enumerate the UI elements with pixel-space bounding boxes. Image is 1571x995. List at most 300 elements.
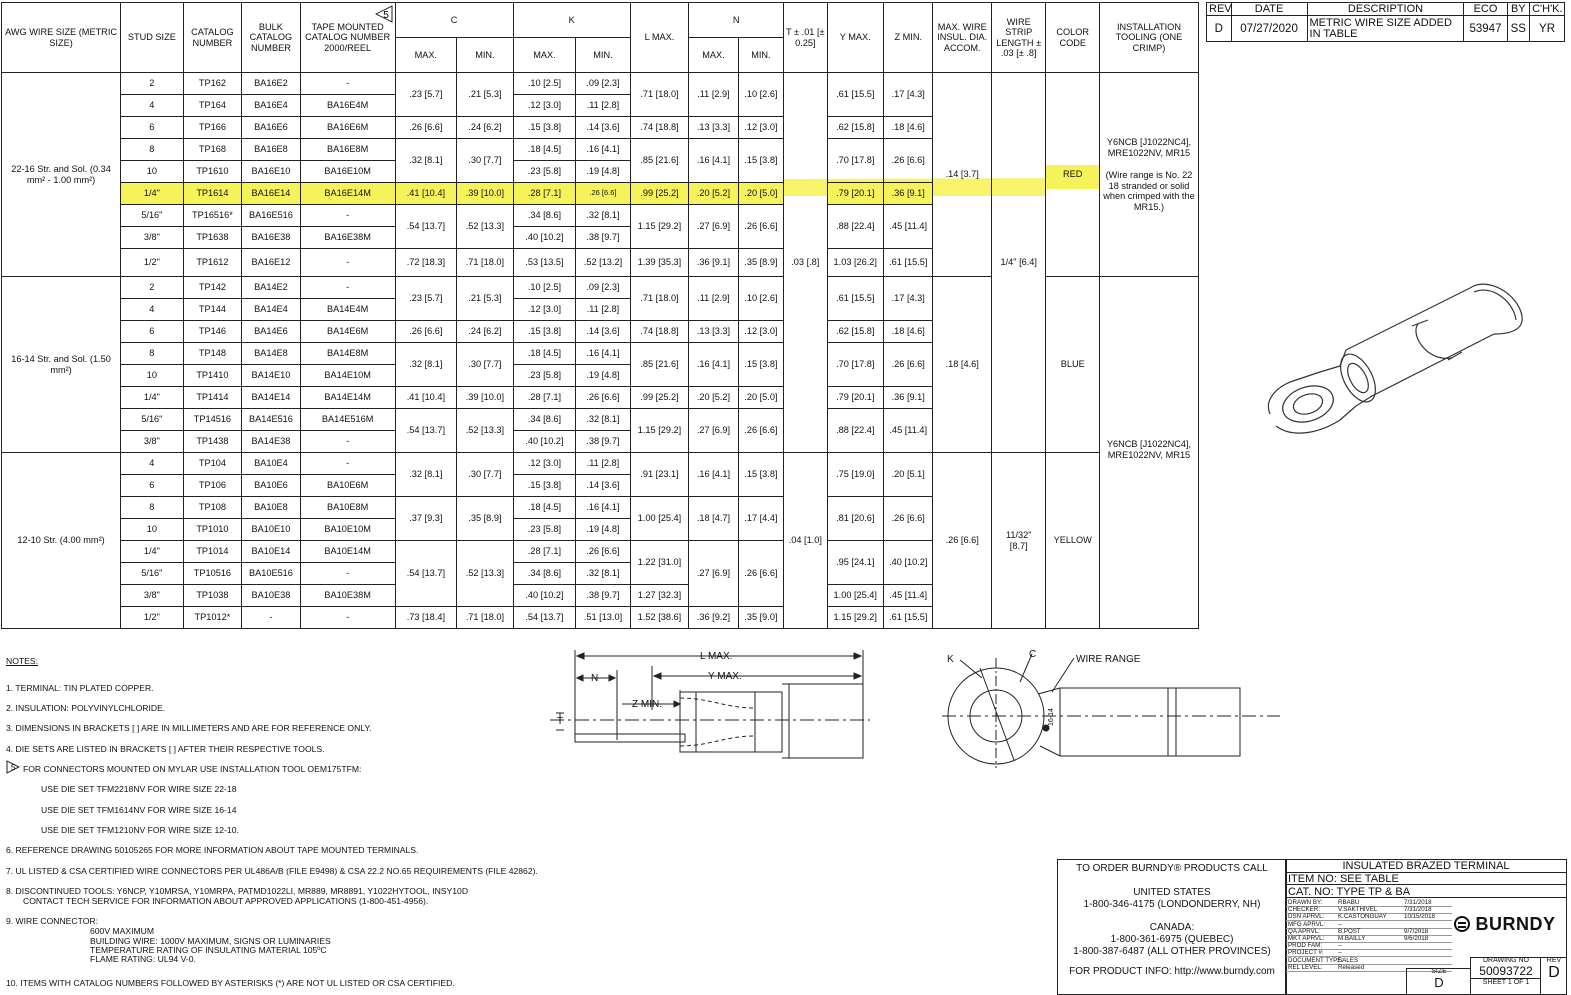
k-max: .18 [4.5]: [513, 139, 576, 161]
approval-name: Released: [1338, 963, 1365, 971]
n-min: .26 [6.6]: [738, 409, 783, 453]
order-title: TO ORDER BURNDY® PRODUCTS CALL: [1076, 863, 1268, 874]
n-min: .20 [5.0]: [738, 183, 783, 205]
z-min: .26 [6.6]: [884, 139, 933, 183]
side-view-drawing: [550, 640, 870, 770]
k-min: .16 [4.1]: [576, 139, 631, 161]
note-item: TEMPERATURE RATING OF INSULATING MATERIAL 105ºC: [90, 945, 327, 955]
stud-size: 3/8": [121, 227, 184, 249]
y-max: .62 [15.8]: [827, 117, 884, 139]
c-min: .30 [7.7]: [457, 343, 514, 387]
drawing-no-label: DRAWING NO: [1482, 957, 1530, 964]
z-min: .61 [15.5]: [884, 607, 933, 629]
c-min: .71 [18.0]: [457, 249, 514, 277]
catalog-number: TP146: [183, 321, 242, 343]
k-max: .34 [8.6]: [513, 205, 576, 227]
z-min: .45 [11.4]: [884, 409, 933, 453]
rev-description: METRIC WIRE SIZE ADDED IN TABLE: [1307, 16, 1464, 42]
bulk-catalog-number: BA14E10: [242, 365, 301, 387]
approval-label: DOCUMENT TYPE:: [1288, 956, 1344, 964]
l-max: .74 [18.8]: [630, 117, 689, 139]
k-min: .38 [9.7]: [576, 585, 631, 607]
l-max: .85 [21.6]: [630, 139, 689, 183]
k-min: .11 [2.8]: [576, 453, 631, 475]
k-min: .19 [4.8]: [576, 365, 631, 387]
tape-catalog-number: BA10E38M: [300, 585, 395, 607]
l-max: 1.00 [25.4]: [630, 497, 689, 541]
c-min: .30 [7.7]: [457, 139, 514, 183]
l-max: 1.52 [38.6]: [630, 607, 689, 629]
c-min: .35 [8.9]: [457, 497, 514, 541]
rev-by: SS: [1507, 16, 1530, 42]
order-canada: CANADA:: [1149, 922, 1195, 933]
l-max: 1.15 [29.2]: [630, 205, 689, 249]
rev-cell: [1540, 957, 1567, 994]
k-min: .16 [4.1]: [576, 343, 631, 365]
y-max: .88 [22.4]: [827, 409, 884, 453]
c-max: .32 [8.1]: [395, 139, 457, 183]
catalog-number: TP1038: [183, 585, 242, 607]
stud-size: 4: [121, 95, 184, 117]
tooling-list: Y6NCB [J1022NC4], MRE1022NV, MR15: [1106, 439, 1192, 460]
tape-catalog-number: -: [300, 73, 395, 95]
insulation-marking: 16-14: [1048, 708, 1055, 726]
rev-checker: YR: [1530, 16, 1565, 42]
order-product-info: FOR PRODUCT INFO: http://www.burndy.com: [1069, 966, 1275, 977]
c-min: .39 [10.0]: [457, 387, 514, 409]
approval-label: PROD FAM:: [1288, 942, 1323, 950]
note-item: BUILDING WIRE: 1000V MAXIMUM, SIGNS OR LUMINARIES: [90, 936, 331, 946]
tape-catalog-number: BA10E10M: [300, 519, 395, 541]
header-k-min: MIN.: [576, 38, 631, 73]
title-block-title: INSULATED BRAZED TERMINAL: [1286, 860, 1566, 873]
approval-name: RBABU: [1338, 899, 1360, 906]
k-max: .18 [4.5]: [513, 343, 576, 365]
catalog-number: TP1610: [183, 161, 242, 183]
header-bulk: BULK CATALOG NUMBER: [242, 3, 301, 73]
bulk-catalog-number: BA10E4: [242, 453, 301, 475]
k-max: .12 [3.0]: [513, 453, 576, 475]
dim-k: K: [947, 654, 954, 665]
bulk-catalog-number: BA16E12: [242, 249, 301, 277]
revision-block: [1206, 2, 1565, 42]
color-code-red: RED: [1046, 73, 1099, 277]
stud-size: 3/8": [121, 585, 184, 607]
y-max: .70 [17.8]: [827, 343, 884, 387]
l-max: 1.22 [31.0]: [630, 541, 689, 585]
catalog-number: TP148: [183, 343, 242, 365]
c-max: .32 [8.1]: [395, 453, 457, 497]
catalog-number: TP1012*: [183, 607, 242, 629]
n-min: .17 [4.4]: [738, 497, 783, 541]
c-max: .41 [10.4]: [395, 183, 457, 205]
stud-size: 8: [121, 343, 184, 365]
y-max: .62 [15.8]: [827, 321, 884, 343]
k-min: .38 [9.7]: [576, 227, 631, 249]
k-max: .28 [7.1]: [513, 183, 576, 205]
header-t: T ± .01 [± 0.25]: [784, 3, 827, 73]
tape-catalog-number: BA14E516M: [300, 409, 395, 431]
c-max: .26 [6.6]: [395, 321, 457, 343]
note-item: 10. ITEMS WITH CATALOG NUMBERS FOLLOWED BY ASTERISKS (*) ARE NOT UL LISTED OR CSA CERTIFIED.: [6, 978, 455, 988]
header-l: L MAX.: [630, 3, 689, 73]
k-max: .34 [8.6]: [513, 563, 576, 585]
header-k: K: [513, 3, 630, 38]
y-max: .61 [15.5]: [827, 277, 884, 321]
rev-header-check: C'H'K.: [1530, 3, 1565, 16]
header-y: Y MAX.: [827, 3, 884, 73]
bulk-catalog-number: BA16E4: [242, 95, 301, 117]
tape-catalog-number: BA10E14M: [300, 541, 395, 563]
max-insulation: .26 [6.6]: [933, 453, 992, 629]
order-ca-phone-1: 1-800-361-6975 (QUEBEC): [1110, 934, 1234, 945]
k-min: .52 [13.2]: [576, 249, 631, 277]
t-value: .04 [1.0]: [784, 453, 827, 629]
approval-name: SALES: [1338, 956, 1358, 964]
n-min: .10 [2.6]: [738, 277, 783, 321]
header-tape: [300, 3, 395, 73]
catalog-number: TP106: [183, 475, 242, 497]
approval-date: 10/15/2018: [1404, 913, 1435, 921]
bulk-catalog-number: BA10E516: [242, 563, 301, 585]
note-item: 600V MAXIMUM: [90, 926, 154, 936]
k-max: .10 [2.5]: [513, 277, 576, 299]
bulk-catalog-number: BA16E10: [242, 161, 301, 183]
stud-size: 10: [121, 365, 184, 387]
k-max: .34 [8.6]: [513, 409, 576, 431]
terminal-isometric-illustration: [1262, 268, 1528, 444]
c-max: .73 [18.4]: [395, 607, 457, 629]
stud-size: 1/2": [121, 249, 184, 277]
k-max: .23 [5.8]: [513, 365, 576, 387]
tape-catalog-number: -: [300, 607, 395, 629]
catalog-number: TP168: [183, 139, 242, 161]
k-max: .40 [10.2]: [513, 585, 576, 607]
k-min: .19 [4.8]: [576, 519, 631, 541]
dim-wire-range: WIRE RANGE: [1076, 654, 1141, 665]
header-z: Z MIN.: [884, 3, 933, 73]
tape-catalog-number: BA10E8M: [300, 497, 395, 519]
tape-catalog-number: BA16E38M: [300, 227, 395, 249]
header-c-max: MAX.: [395, 38, 457, 73]
y-max: .79 [20.1]: [827, 387, 884, 409]
tape-catalog-number: -: [300, 431, 395, 453]
n-min: .12 [3.0]: [738, 117, 783, 139]
c-min: .24 [6.2]: [457, 321, 514, 343]
l-max: .71 [18.0]: [630, 277, 689, 321]
k-min: .38 [9.7]: [576, 431, 631, 453]
header-insul: MAX. WIRE INSUL. DIA. ACCOM.: [933, 3, 992, 73]
bulk-catalog-number: BA16E6: [242, 117, 301, 139]
header-k-max: MAX.: [513, 38, 576, 73]
note-item: 2. INSULATION: POLYVINYLCHLORIDE.: [6, 703, 166, 713]
n-min: .26 [6.6]: [738, 205, 783, 249]
stud-size: 10: [121, 161, 184, 183]
stud-size: 1/4": [121, 541, 184, 563]
drawing-no-cell: [1470, 957, 1541, 994]
stud-size: 3/8": [121, 431, 184, 453]
z-min: .26 [6.6]: [884, 343, 933, 387]
note-5-flag-number: 5: [11, 763, 16, 772]
k-max: .40 [10.2]: [513, 227, 576, 249]
l-max: .99 [25.2]: [630, 183, 689, 205]
catalog-number: TP108: [183, 497, 242, 519]
l-max: .71 [18.0]: [630, 73, 689, 117]
k-max: .23 [5.8]: [513, 519, 576, 541]
k-max: .18 [4.5]: [513, 497, 576, 519]
n-max: .20 [5.2]: [689, 387, 738, 409]
approval-name: K.CASTONGUAY: [1338, 913, 1387, 921]
order-ca-phone-2: 1-800-387-6487 (ALL OTHER PROVINCES): [1073, 946, 1271, 957]
stud-size: 5/16": [121, 409, 184, 431]
c-max: .23 [5.7]: [395, 277, 457, 321]
rev-header-rev: REV: [1207, 3, 1232, 16]
rev-header-by: BY: [1507, 3, 1530, 16]
stud-size: 6: [121, 321, 184, 343]
tape-catalog-number: -: [300, 453, 395, 475]
t-value: .03 [.8]: [784, 73, 827, 453]
l-max: .85 [21.6]: [630, 343, 689, 387]
n-max: .18 [4.7]: [689, 497, 738, 541]
note-item: USE DIE SET TFM2218NV FOR WIRE SIZE 22-18: [41, 784, 237, 794]
rev-header-eco: ECO: [1464, 3, 1507, 16]
note-5-flag-icon: [6, 760, 20, 774]
tooling-16-10: [1099, 277, 1198, 629]
y-max: 1.00 [25.4]: [827, 585, 884, 607]
color-code-blue: BLUE: [1046, 277, 1099, 453]
c-max: .26 [6.6]: [395, 117, 457, 139]
n-max: .16 [4.1]: [689, 139, 738, 183]
k-max: .53 [13.5]: [513, 249, 576, 277]
note-item: USE DIE SET TFM1210NV FOR WIRE SIZE 12-10.: [41, 825, 239, 835]
notes-heading: NOTES:: [6, 656, 38, 666]
bulk-catalog-number: BA14E516: [242, 409, 301, 431]
bulk-catalog-number: BA14E14: [242, 387, 301, 409]
k-max: .15 [3.8]: [513, 475, 576, 497]
bulk-catalog-number: BA16E2: [242, 73, 301, 95]
catalog-number: TP166: [183, 117, 242, 139]
note-item: 6. REFERENCE DRAWING 50105265 FOR MORE INFORMATION ABOUT TAPE MOUNTED TERMINALS.: [6, 845, 419, 855]
bulk-catalog-number: -: [242, 607, 301, 629]
c-min: .30 [7.7]: [457, 453, 514, 497]
catalog-number: TP10516: [183, 563, 242, 585]
rev-date: 07/27/2020: [1231, 16, 1307, 42]
bulk-catalog-number: BA10E14: [242, 541, 301, 563]
stud-size: 2: [121, 277, 184, 299]
l-max: .91 [23.1]: [630, 453, 689, 497]
n-max: .13 [3.3]: [689, 321, 738, 343]
k-max: .28 [7.1]: [513, 541, 576, 563]
tape-catalog-number: BA10E6M: [300, 475, 395, 497]
z-min: .17 [4.3]: [884, 277, 933, 321]
n-max: .11 [2.9]: [689, 277, 738, 321]
max-insulation: .14 [3.7]: [933, 73, 992, 277]
approval-name: --: [1338, 942, 1343, 950]
bulk-catalog-number: BA14E6: [242, 321, 301, 343]
note-item: CONTACT TECH SERVICE FOR INFORMATION ABOUT APPROVED APPLICATIONS (1-800-451-4956).: [23, 896, 429, 906]
z-min: .40 [10.2]: [884, 541, 933, 585]
k-max: .15 [3.8]: [513, 117, 576, 139]
header-n: N: [689, 3, 784, 38]
z-min: .17 [4.3]: [884, 73, 933, 117]
notes-section: [6, 656, 546, 988]
wire-size-12-10: 12-10 Str. (4.00 mm²): [2, 453, 121, 629]
catalog-number: TP1614: [183, 183, 242, 205]
note-item: USE DIE SET TFM1614NV FOR WIRE SIZE 16-14: [41, 805, 237, 815]
n-min: .15 [3.8]: [738, 453, 783, 497]
tooling-list: Y6NCB [J1022NC4], MRE1022NV, MR15: [1106, 137, 1192, 158]
dim-y-max: Y MAX.: [708, 671, 742, 682]
c-min: .52 [13.3]: [457, 541, 514, 607]
n-max: .36 [9.2]: [689, 607, 738, 629]
approval-name: --: [1338, 920, 1343, 928]
k-min: .14 [3.6]: [576, 321, 631, 343]
z-min: .45 [11.4]: [884, 585, 933, 607]
tape-catalog-number: -: [300, 205, 395, 227]
note-item: 7. UL LISTED & CSA CERTIFIED WIRE CONNECTORS PER UL486A/B (FILE E9498) & CSA 22.2 NO.65 REQUIREMENTS (FILE 42862).: [6, 866, 538, 876]
c-max: .54 [13.7]: [395, 205, 457, 249]
c-min: .39 [10.0]: [457, 183, 514, 205]
l-max: .74 [18.8]: [630, 321, 689, 343]
catalog-number: TP1010: [183, 519, 242, 541]
tape-catalog-number: BA16E4M: [300, 95, 395, 117]
approval-date: 7/31/2018: [1404, 899, 1432, 906]
header-n-min: MIN.: [738, 38, 783, 73]
n-max: .20 [5.2]: [689, 183, 738, 205]
catalog-number: TP162: [183, 73, 242, 95]
stud-size: 8: [121, 139, 184, 161]
tape-catalog-number: -: [300, 249, 395, 277]
note-item: 3. DIMENSIONS IN BRACKETS [ ] ARE IN MILLIMETERS AND ARE FOR REFERENCE ONLY.: [6, 723, 372, 733]
stud-size: 1/2": [121, 607, 184, 629]
bulk-catalog-number: BA16E516: [242, 205, 301, 227]
burndy-logo-icon: [1454, 916, 1470, 932]
approval-name: B.POST: [1338, 927, 1361, 935]
note-item: FLAME RATING: UL94 V-0.: [90, 954, 196, 964]
catalog-number: TP1410: [183, 365, 242, 387]
l-max: .99 [25.2]: [630, 387, 689, 409]
stud-size: 8: [121, 497, 184, 519]
dim-l-max: L MAX.: [700, 651, 733, 662]
size-divider: [1406, 968, 1470, 969]
stud-size: 5/16": [121, 563, 184, 585]
n-max: .27 [6.9]: [689, 541, 738, 607]
k-min: .26 [6.6]: [576, 541, 631, 563]
approval-label: QA APRVL:: [1288, 927, 1320, 935]
tooling-note: (Wire range is No. 22 18 stranded or solid when crimped with the MR15.): [1103, 170, 1195, 212]
k-min: .51 [13.0]: [576, 607, 631, 629]
z-min: .26 [6.6]: [884, 497, 933, 541]
order-us: UNITED STATES: [1133, 887, 1211, 898]
catalog-number: TP14516: [183, 409, 242, 431]
specification-table: [1, 2, 1199, 629]
z-min: .36 [9.1]: [884, 183, 933, 205]
n-min: .12 [3.0]: [738, 321, 783, 343]
tape-catalog-number: BA14E6M: [300, 321, 395, 343]
catalog-number: TP164: [183, 95, 242, 117]
rev-header-description: DESCRIPTION: [1307, 3, 1464, 16]
size-value: D: [1434, 975, 1444, 990]
bulk-catalog-number: BA16E38: [242, 227, 301, 249]
n-min: .15 [3.8]: [738, 343, 783, 387]
catalog-number: TP142: [183, 277, 242, 299]
tape-catalog-number: BA16E6M: [300, 117, 395, 139]
note-item: FOR CONNECTORS MOUNTED ON MYLAR USE INSTALLATION TOOL OEM175TFM:: [23, 764, 362, 774]
c-min: .24 [6.2]: [457, 117, 514, 139]
approval-name: M.BAILLY: [1338, 935, 1366, 942]
k-min: .16 [4.1]: [576, 497, 631, 519]
catalog-number: TP1014: [183, 541, 242, 563]
rev-eco: 53947: [1464, 16, 1507, 42]
catalog-number: TP1638: [183, 227, 242, 249]
size-cell: [1406, 968, 1471, 994]
k-min: .14 [3.6]: [576, 475, 631, 497]
bulk-catalog-number: BA14E2: [242, 277, 301, 299]
n-max: .27 [6.9]: [689, 205, 738, 249]
catalog-number: TP144: [183, 299, 242, 321]
l-max: 1.39 [35.3]: [630, 249, 689, 277]
rev-value: D: [1548, 964, 1560, 981]
color-code-yellow: YELLOW: [1046, 453, 1099, 629]
n-min: .35 [9.0]: [738, 607, 783, 629]
stud-size: 5/16": [121, 205, 184, 227]
n-min: .10 [2.6]: [738, 73, 783, 117]
c-max: .32 [8.1]: [395, 343, 457, 387]
approval-date: 7/31/2018: [1404, 906, 1432, 914]
rev-label: REV: [1546, 957, 1562, 964]
catalog-number: TP1414: [183, 387, 242, 409]
n-max: .16 [4.1]: [689, 453, 738, 497]
order-us-phone: 1-800-346-4175 (LONDONDERRY, NH): [1083, 899, 1261, 910]
note-item: 1. TERMINAL: TIN PLATED COPPER.: [6, 683, 154, 693]
bulk-catalog-number: BA14E38: [242, 431, 301, 453]
c-min: .21 [5.3]: [457, 73, 514, 117]
order-info-block: [1057, 859, 1287, 995]
k-min: .32 [8.1]: [576, 563, 631, 585]
tape-catalog-number: BA14E4M: [300, 299, 395, 321]
wire-size-22-16: 22-16 Str. and Sol. (0.34 mm² - 1.00 mm²): [2, 73, 121, 277]
n-max: .36 [9.1]: [689, 249, 738, 277]
title-block-item: ITEM NO: SEE TABLE: [1286, 873, 1566, 885]
burndy-logo: [1454, 914, 1556, 935]
note-flag-icon: [375, 5, 393, 23]
c-min: .71 [18.0]: [457, 607, 514, 629]
tape-catalog-number: BA16E10M: [300, 161, 395, 183]
y-max: .70 [17.8]: [827, 139, 884, 183]
n-max: .11 [2.9]: [689, 73, 738, 117]
stud-size: 1/4": [121, 387, 184, 409]
bulk-catalog-number: BA14E8: [242, 343, 301, 365]
approval-label: MKT APRVL:: [1288, 935, 1325, 942]
header-tooling: INSTALLATION TOOLING (ONE CRIMP): [1099, 3, 1198, 73]
catalog-number: TP104: [183, 453, 242, 475]
k-min: .09 [2.3]: [576, 73, 631, 95]
y-max: .81 [20.6]: [827, 497, 884, 541]
tape-catalog-number: BA14E14M: [300, 387, 395, 409]
rev-value: D: [1207, 16, 1232, 42]
c-max: .37 [9.3]: [395, 497, 457, 541]
header-c: C: [395, 3, 513, 38]
c-max: .72 [18.3]: [395, 249, 457, 277]
dim-c: C: [1029, 649, 1037, 660]
n-max: .16 [4.1]: [689, 343, 738, 387]
k-min: .32 [8.1]: [576, 409, 631, 431]
approval-label: CHECKER:: [1288, 906, 1320, 914]
top-view-drawing: [940, 648, 1285, 768]
header-stud: STUD SIZE: [121, 3, 184, 73]
stud-size: 4: [121, 299, 184, 321]
table-row: [2, 453, 1199, 475]
